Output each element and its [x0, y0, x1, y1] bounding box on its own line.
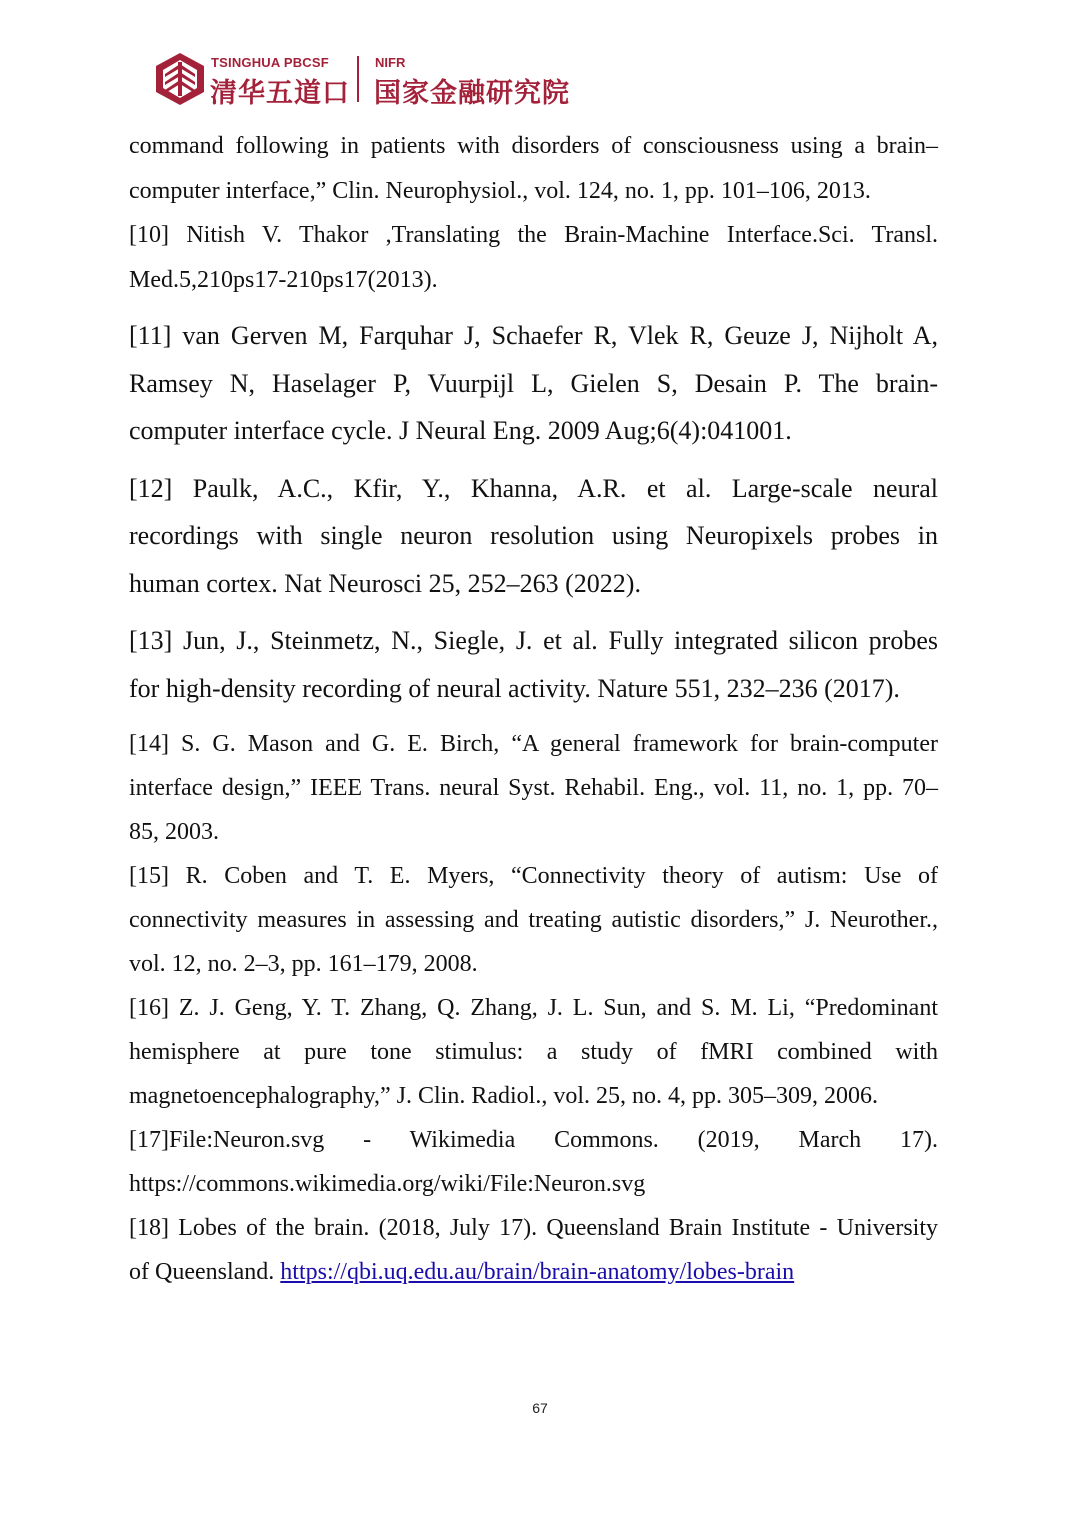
reference-text: of Queensland.	[129, 1259, 281, 1285]
institute-name-english: NIFR	[375, 55, 406, 70]
reference-line: https://commons.wikimedia.org/wiki/File:Neuron.svg	[129, 1171, 646, 1197]
page-number: 67	[532, 1400, 548, 1416]
reference-list	[129, 124, 938, 1294]
qbi-lobes-brain-link[interactable]: https://qbi.uq.edu.au/brain/brain-anatomy/lobes-brain	[280, 1259, 795, 1285]
reference-line: [14] S. G. Mason and G. E. Birch, “A general framework for brain-computer	[129, 731, 938, 757]
reference-line	[129, 1250, 938, 1294]
reference-line: magnetoencephalography,” J. Clin. Radiol., vol. 25, no. 4, pp. 305–309, 2006.	[129, 1083, 879, 1109]
reference-line: interface design,” IEEE Trans. neural Syst. Rehabil. Eng., vol. 11, no. 1, pp. 70–	[129, 775, 938, 801]
reference-line: for high-density recording of neural activity. Nature 551, 232–236 (2017).	[129, 673, 900, 703]
header-divider	[357, 56, 359, 102]
reference-line: [15] R. Coben and T. E. Myers, “Connectivity theory of autism: Use of	[129, 863, 938, 889]
institute-name-chinese: 国家金融研究院	[374, 78, 570, 109]
brand-name-english: TSINGHUA PBCSF	[211, 55, 329, 70]
reference-line: vol. 12, no. 2–3, pp. 161–179, 2008.	[129, 951, 478, 977]
reference-line: Ramsey N, Haselager P, Vuurpijl L, Gielen S, Desain P. The brain-	[129, 368, 938, 398]
reference-13	[129, 617, 938, 712]
reference-11	[129, 312, 938, 455]
reference-line: [12] Paulk, A.C., Kfir, Y., Khanna, A.R. et al. Large-scale neural	[129, 473, 938, 503]
reference-line: Med.5,210ps17-210ps17(2013).	[129, 266, 438, 293]
reference-18	[129, 1206, 938, 1294]
reference-12	[129, 465, 938, 608]
reference-16	[129, 986, 938, 1118]
brand-name-chinese: 清华五道口	[210, 78, 350, 109]
reference-line: [16] Z. J. Geng, Y. T. Zhang, Q. Zhang, J. L. Sun, and S. M. Li, “Predominant	[129, 995, 938, 1021]
reference-line: [13] Jun, J., Steinmetz, N., Siegle, J. et al. Fully integrated silicon probes	[129, 626, 938, 655]
reference-17	[129, 1118, 938, 1206]
reference-line: computer interface,” Clin. Neurophysiol., vol. 124, no. 1, pp. 101–106, 2013.	[129, 177, 871, 204]
reference-9-continued	[129, 124, 938, 213]
reference-line: hemisphere at pure tone stimulus: a study of fMRI combined with	[129, 1039, 938, 1065]
reference-line: computer interface cycle. J Neural Eng. 2009 Aug;6(4):041001.	[129, 416, 792, 445]
reference-line: [11] van Gerven M, Farquhar J, Schaefer R, Vlek R, Geuze J, Nijholt A,	[129, 321, 938, 350]
reference-14	[129, 722, 938, 854]
reference-line: human cortex. Nat Neurosci 25, 252–263 (2022).	[129, 568, 641, 598]
tsinghua-logo-icon	[155, 52, 205, 106]
reference-line: [17]File:Neuron.svg - Wikimedia Commons. (2019, March 17).	[129, 1127, 938, 1153]
reference-15	[129, 854, 938, 986]
reference-line: [18] Lobes of the brain. (2018, July 17). Queensland Brain Institute - University	[129, 1215, 938, 1241]
reference-line: connectivity measures in assessing and treating autistic disorders,” J. Neurother.,	[129, 907, 938, 933]
reference-line: 85, 2003.	[129, 819, 219, 845]
reference-line: command following in patients with disorders of consciousness using a brain–	[129, 133, 938, 159]
reference-line: [10] Nitish V. Thakor ,Translating the Brain-Machine Interface.Sci. Transl.	[129, 222, 938, 248]
reference-10	[129, 213, 938, 302]
page-header	[155, 52, 575, 108]
reference-line: recordings with single neuron resolution using Neuropixels probes in	[129, 521, 938, 550]
